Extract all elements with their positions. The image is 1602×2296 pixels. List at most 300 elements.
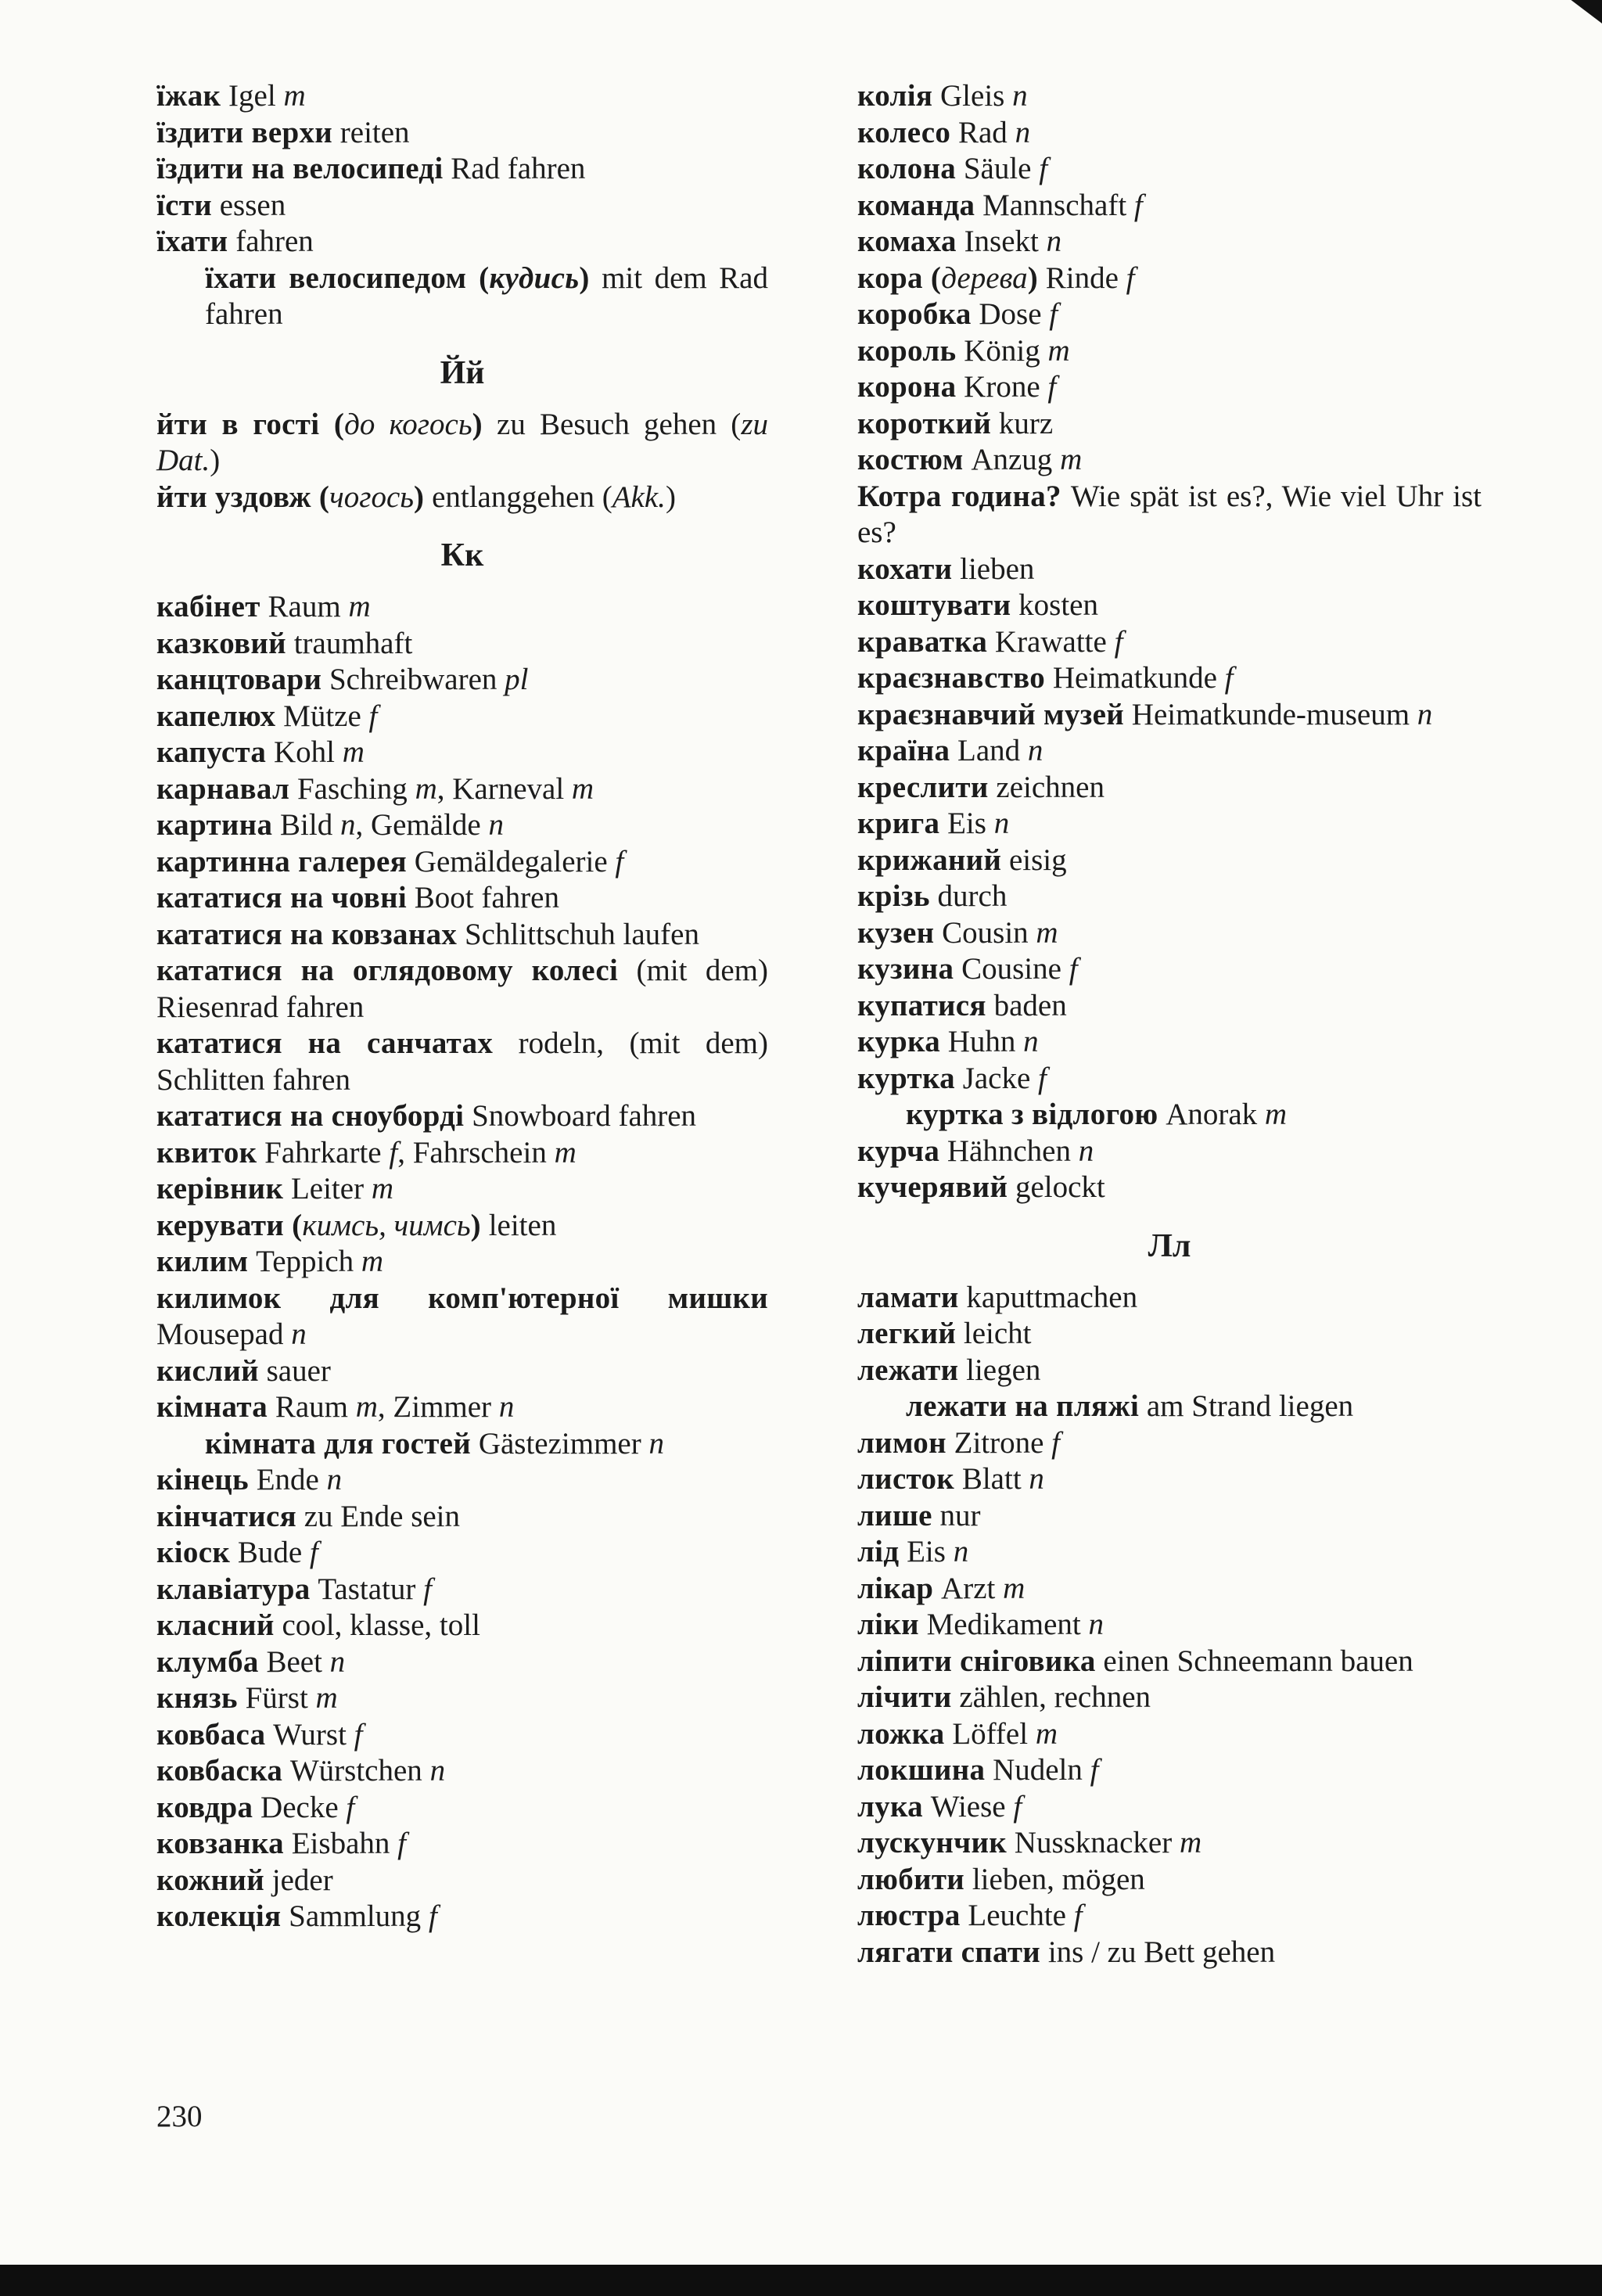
translation: fahren [228,225,314,258]
translation: Igel [221,79,284,113]
headword: кучерявий [857,1170,1008,1204]
dictionary-entry [857,660,1482,697]
dictionary-entry [156,1535,768,1572]
grammar-note: f [354,1717,363,1752]
translation: Fürst [237,1681,316,1715]
dictionary-entry [857,261,1482,297]
headword: краєзнавчий музей [857,697,1125,731]
headword: класний [156,1608,275,1642]
translation: Bild [272,808,340,842]
dictionary-entry [156,1281,768,1353]
headword: країна [857,734,950,767]
dictionary-entry [156,1135,768,1172]
headword: їздити верхи [156,115,333,149]
headword: лікар [857,1571,934,1605]
translation: Krawatte [987,624,1115,659]
dictionary-entry [857,151,1482,188]
dictionary-entry [857,1935,1482,1971]
dictionary-entry [156,844,768,881]
translation: Wie spät ist es?, Wie viel Uhr ist es? [857,479,1482,549]
dictionary-entry [857,1170,1482,1206]
headword: лимон [857,1425,946,1460]
grammar-note: f [1049,297,1058,331]
grammar-note: m [283,79,306,113]
grammar-note: m [1036,915,1058,950]
translation: , Fahrschein [397,1135,555,1170]
headword: курка [857,1025,940,1058]
translation: traumhaft [286,626,413,660]
headword: ложка [857,1716,945,1751]
dictionary-entry [156,1389,768,1426]
dictionary-entry [156,1899,768,1935]
translation: Schlittschuh laufen [457,917,699,951]
headword: короткий [857,406,992,440]
translation: Krone [956,370,1048,404]
translation: liegen [958,1353,1041,1387]
grammar-note: f [1047,370,1057,404]
page-number: 230 [156,2100,203,2133]
headword: їсти [156,188,212,222]
translation: Tastatur [310,1572,424,1606]
headword: коробка [857,297,972,331]
dictionary-entry [857,843,1482,879]
grammar-note: n [326,1463,343,1497]
grammar-note: f [1073,1899,1083,1932]
translation: gelockt [1008,1170,1105,1204]
headword: комаха [857,225,957,258]
headword: куртка [857,1061,955,1095]
dictionary-entry [857,1534,1482,1571]
headword: їхати велосипедом ( [205,261,490,295]
translation: nur [932,1498,981,1532]
dictionary-column-left [156,78,768,1935]
translation: Teppich [248,1245,361,1278]
dictionary-entry [857,78,1482,115]
translation: Decke [253,1790,347,1824]
headword: кататися на оглядовому колесі [156,954,619,987]
grammar-note: n [329,1644,346,1679]
dictionary-entry [156,1171,768,1208]
translation: ) [1027,261,1038,295]
dictionary-entry [857,1461,1482,1498]
grammar-note: n [1078,1134,1094,1168]
grammar-note: n [1023,1025,1039,1058]
translation: Eisbahn [283,1827,398,1860]
translation: Bude [230,1536,310,1569]
dictionary-entry [857,879,1482,915]
translation: , Zimmer [377,1390,499,1424]
dictionary-entry [857,1825,1482,1862]
headword: ліки [857,1608,919,1641]
dictionary-entry [857,115,1482,152]
headword: король [857,333,957,368]
grammar-note: m [1047,333,1070,368]
grammar-note: m [361,1245,384,1278]
translation: König [956,333,1048,368]
translation: Anorak [1158,1098,1265,1131]
grammar-note: f [423,1572,432,1606]
translation: essen [211,188,286,222]
translation: ) [210,444,221,477]
headword: крижаний [857,843,1002,877]
translation: leicht [956,1317,1032,1350]
dictionary-entry [156,1098,768,1135]
headword: кататися на сноуборді [156,1099,465,1133]
headword: карнавал [156,771,290,806]
translation: (mit dem) Riesenrad fahren [156,954,768,1024]
dictionary-entry [857,988,1482,1025]
headword: лягати спати [857,1935,1041,1969]
translation: mit dem Rad fahren [205,261,768,331]
translation: ins / zu Bett gehen [1040,1935,1276,1969]
headword: йти в гості ( [156,407,345,441]
translation: Huhn [940,1025,1024,1058]
dictionary-entry [156,1790,768,1827]
translation: Ende [248,1463,327,1497]
headword: люстра [857,1899,961,1932]
dictionary-entry [857,479,1482,552]
dictionary-entry [156,115,768,152]
translation: Hähnchen [939,1134,1079,1168]
grammar-note: m [415,771,437,806]
translation: Insekt [956,225,1047,258]
grammar-note: m [554,1135,577,1170]
dictionary-entry [857,1280,1482,1317]
grammar-note: m [315,1681,338,1715]
grammar-note: n [1417,697,1433,731]
translation: Raum [268,1390,356,1424]
headword: їздити на велосипеді [156,152,444,185]
translation: Cousin [934,915,1036,950]
headword: колона [857,152,957,185]
translation: Rad [950,115,1015,149]
dictionary-entry [156,1608,768,1644]
dictionary-entry [857,369,1482,406]
grammar-note: m [342,735,365,769]
dictionary-entry [156,1244,768,1281]
grammar-note: f [1133,188,1143,222]
grammar-note: n [1012,79,1028,113]
headword: легкий [857,1317,957,1350]
headword: кислий [156,1353,259,1388]
headword: кінчатися [156,1499,296,1533]
translation: Wiese [922,1789,1014,1824]
translation: , Gemälde [355,808,489,842]
translation: Arzt [933,1571,1004,1605]
dictionary-entry [857,1316,1482,1353]
dictionary-entry [857,770,1482,807]
grammar-note: n [1029,1462,1044,1496]
headword: клавіатура [156,1572,311,1606]
grammar-note: до когось [344,407,472,441]
translation: Leiter [283,1172,372,1205]
dictionary-entry [857,697,1482,734]
dictionary-entry [156,1499,768,1536]
dictionary-entry [857,1024,1482,1061]
grammar-note: n [1015,115,1031,149]
headword: лежати [857,1353,959,1387]
translation: Mousepad [156,1317,292,1351]
headword: коштувати [857,588,1011,622]
headword: Котра година? [857,479,1061,513]
translation: zu Ende sein [296,1499,461,1533]
dictionary-entry [857,1498,1482,1535]
translation: Heimatkunde [1045,661,1225,695]
dictionary-entry [156,1863,768,1899]
translation: jeder [264,1863,333,1897]
grammar-note: n [1088,1608,1104,1641]
grammar-note: n [291,1317,307,1351]
dictionary-subentry [857,1097,1482,1134]
dictionary-entry [857,188,1482,225]
dictionary-entry [156,224,768,261]
headword: лічити [857,1680,952,1714]
dictionary-entry [156,1680,768,1717]
grammar-note: f [1090,1753,1099,1787]
grammar-note: f [368,699,378,733]
dictionary-entry [857,1134,1482,1170]
headword: кіоск [156,1536,231,1569]
headword: кімната для гостей [205,1426,472,1461]
translation: Zitrone [946,1425,1052,1460]
headword: кожний [156,1863,264,1897]
translation: ) [470,1208,481,1242]
headword: йти уздовж ( [156,480,330,514]
grammar-note: дерева [941,261,1028,295]
dictionary-entry [857,915,1482,952]
grammar-note: чогось [329,480,415,514]
grammar-note: f [615,844,624,879]
translation: Kohl [266,735,343,769]
dictionary-entry [156,626,768,663]
headword: ковбаска [156,1754,283,1788]
translation: Anzug [963,443,1061,476]
dictionary-entry [156,1353,768,1390]
translation: baden [986,988,1067,1022]
headword: капуста [156,735,267,769]
headword: купатися [857,988,986,1022]
dictionary-entry [156,699,768,735]
translation: eisig [1001,843,1067,877]
dictionary-entry [156,735,768,771]
translation: Würstchen [282,1754,430,1788]
grammar-note: m [371,1172,393,1205]
grammar-note: n [953,1535,969,1568]
dictionary-entry [156,1208,768,1245]
headword: кузен [857,915,935,950]
headword: креслити [857,770,989,804]
headword: колія [857,79,933,113]
headword: кора ( [857,261,942,295]
dictionary-entry [156,917,768,954]
dictionary-entry [156,807,768,844]
translation: Sammlung [281,1899,429,1933]
grammar-note: m [571,771,594,806]
grammar-note: n [648,1426,664,1461]
grammar-note: m [1003,1571,1025,1605]
grammar-note: f [309,1536,318,1569]
dictionary-subentry [857,1389,1482,1425]
translation: Blatt [954,1462,1029,1496]
translation: Mütze [275,699,369,733]
dictionary-entry [156,407,768,480]
dictionary-entry [156,78,768,115]
dictionary-entry [156,1753,768,1790]
translation: Gemäldegalerie [407,844,616,879]
dictionary-entry [156,151,768,188]
grammar-note: n [1046,225,1062,258]
headword: кабінет [156,590,260,623]
translation: rodeln, (mit dem) Schlitten fahren [156,1026,768,1097]
dictionary-entry [857,624,1482,661]
dictionary-entry [156,1572,768,1608]
dictionary-entry [156,589,768,626]
dictionary-entry [156,662,768,699]
headword: канцтовари [156,663,322,696]
translation: entlanggehen ( [424,480,612,514]
translation: Boot fahren [407,881,559,914]
letter-heading: Йй [440,354,485,391]
headword: капелюх [156,699,276,733]
translation: Löffel [944,1716,1036,1751]
headword: керівник [156,1172,284,1205]
translation: Gleis [932,79,1013,113]
grammar-note: f [1038,1061,1047,1095]
grammar-note: m [1035,1716,1058,1751]
translation: Medikament [918,1608,1089,1641]
headword: лише [857,1498,932,1532]
grammar-note: pl [505,663,529,696]
grammar-note: n [488,808,504,842]
headword: кохати [857,552,953,586]
translation: Jacke [954,1061,1039,1095]
headword: куртка з відлогою [906,1098,1158,1131]
headword: курча [857,1134,940,1168]
translation: Mannschaft [975,188,1134,222]
translation: Eis [939,807,994,840]
grammar-note: m [1179,1826,1202,1859]
headword: крізь [857,879,930,913]
dictionary-entry [857,587,1482,624]
headword: кататися на санчатах [156,1026,494,1060]
grammar-note: кимсь, чимсь [302,1208,471,1242]
dictionary-entry [857,1644,1482,1680]
letter-heading: Лл [1148,1227,1191,1264]
translation: Gästezimmer [471,1426,649,1461]
translation: ) [472,407,483,441]
dictionary-entry [857,1716,1482,1753]
dictionary-entry [857,552,1482,588]
dictionary-entry [857,1680,1482,1716]
scan-corner-mark [1568,0,1602,23]
headword: кузина [857,952,954,986]
dictionary-entry [156,771,768,808]
translation: cool, klasse, toll [274,1608,480,1642]
dictionary-entry [156,1462,768,1499]
translation: Säule [956,152,1040,185]
dictionary-entry [156,880,768,917]
headword: листок [857,1462,955,1496]
headword: костюм [857,443,964,476]
dictionary-entry [857,1789,1482,1826]
translation: zählen, rechnen [951,1680,1151,1714]
grammar-note: f [1013,1789,1022,1824]
headword: картина [156,808,273,842]
dictionary-entry [857,1752,1482,1789]
translation: Fasching [289,771,415,806]
dictionary-entry [156,480,768,516]
headword: картинна галерея [156,844,408,879]
headword: керувати ( [156,1208,303,1242]
translation: kosten [1011,588,1098,622]
dictionary-entry [156,1826,768,1863]
dictionary-subentry [156,261,768,333]
translation: Heimatkunde-museum [1124,697,1417,731]
translation: Wurst [265,1717,354,1752]
grammar-note: f [1069,952,1078,986]
headword: лежати на пляжі [906,1389,1140,1423]
headword: кінець [156,1463,249,1497]
translation: leiten [480,1208,557,1242]
dictionary-entry [156,188,768,225]
headword: кататися на ковзанах [156,917,458,951]
grammar-note: f [428,1899,437,1933]
headword: килимок для комп'ютерної мишки [156,1281,768,1315]
translation: ) [665,480,676,514]
translation: Raum [260,590,349,623]
dictionary-subentry [156,1426,768,1463]
headword: колесо [857,115,951,149]
dictionary-entry [857,806,1482,843]
grammar-note: f [389,1135,398,1170]
translation: reiten [332,115,410,149]
headword: кататися на човні [156,881,407,914]
headword: казковий [156,626,286,660]
dictionary-entry [857,224,1482,261]
dictionary-entry [857,951,1482,988]
dictionary-entry [857,296,1482,333]
dictionary-entry [857,333,1482,370]
translation: Nussknacker [1007,1826,1180,1859]
dictionary-entry [857,1571,1482,1608]
grammar-note: n [339,808,356,842]
dictionary-entry [857,1061,1482,1098]
grammar-note: f [346,1790,355,1824]
headword: їхати [156,225,228,258]
headword: їжак [156,79,221,113]
dictionary-entry [156,1717,768,1754]
headword: краєзнавство [857,661,1046,695]
translation: lieben [952,552,1035,586]
headword: лід [857,1535,900,1568]
scan-bottom-edge [0,2265,1602,2296]
grammar-note: кудись [489,261,580,295]
translation: kurz [991,406,1054,440]
headword: ліпити сніговика [857,1644,1096,1678]
translation: lieben, mögen [964,1862,1145,1896]
headword: любити [857,1862,965,1896]
dictionary-entry [156,1026,768,1098]
translation: ) [579,261,590,295]
translation: ) [414,480,425,514]
headword: ламати [857,1280,959,1314]
grammar-note: f [1224,661,1234,695]
grammar-note: zu Dat. [156,407,768,477]
grammar-note: f [1051,1425,1061,1460]
translation: durch [929,879,1008,913]
grammar-note: m [1060,443,1083,476]
grammar-note: n [1027,734,1043,767]
